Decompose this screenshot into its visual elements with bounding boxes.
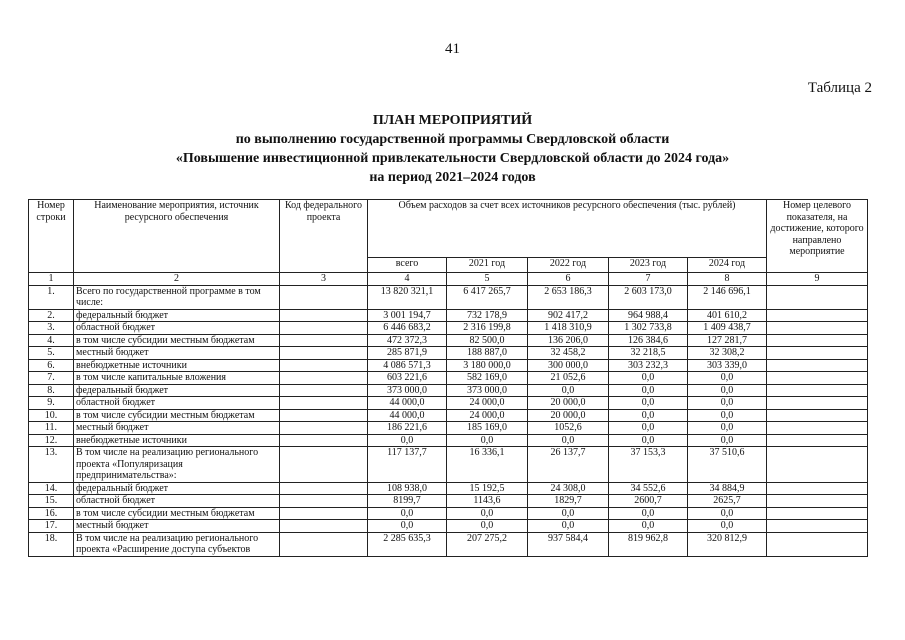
column-index: 7 <box>609 273 688 286</box>
row-code-cell <box>280 285 368 309</box>
row-number-cell: 13. <box>29 447 74 483</box>
row-name-cell: внебюджетные источники <box>74 434 280 447</box>
row-2021-cell: 82 500,0 <box>447 334 528 347</box>
row-total-cell: 0,0 <box>368 507 447 520</box>
row-number-cell: 12. <box>29 434 74 447</box>
row-number-cell: 5. <box>29 347 74 360</box>
row-2024-cell: 303 339,0 <box>688 359 767 372</box>
row-number-cell: 11. <box>29 422 74 435</box>
row-2023-cell: 0,0 <box>609 422 688 435</box>
row-indicator-cell <box>767 334 868 347</box>
row-indicator-cell <box>767 507 868 520</box>
row-2022-cell: 20 000,0 <box>528 397 609 410</box>
title-line-4: на период 2021–2024 годов <box>369 170 536 185</box>
row-indicator-cell <box>767 309 868 322</box>
header-row-number: Номер строки <box>29 200 74 273</box>
row-total-cell: 186 221,6 <box>368 422 447 435</box>
row-2023-cell: 0,0 <box>609 520 688 533</box>
table-row <box>29 482 868 495</box>
row-2021-cell: 185 169,0 <box>447 422 528 435</box>
row-2024-cell: 0,0 <box>688 422 767 435</box>
row-total-cell: 0,0 <box>368 434 447 447</box>
row-code-cell <box>280 422 368 435</box>
row-code-cell <box>280 384 368 397</box>
row-name-cell: Всего по государственной программе в том числе: <box>74 285 280 309</box>
row-total-cell: 108 938,0 <box>368 482 447 495</box>
row-2021-cell: 2 316 199,8 <box>447 322 528 335</box>
row-2023-cell: 1 302 733,8 <box>609 322 688 335</box>
column-index: 3 <box>280 273 368 286</box>
row-2022-cell: 937 584,4 <box>528 532 609 556</box>
row-2022-cell: 0,0 <box>528 507 609 520</box>
row-2021-cell: 188 887,0 <box>447 347 528 360</box>
row-code-cell <box>280 322 368 335</box>
table-row <box>29 422 868 435</box>
row-2023-cell: 37 153,3 <box>609 447 688 483</box>
row-total-cell: 4 086 571,3 <box>368 359 447 372</box>
row-total-cell: 3 001 194,7 <box>368 309 447 322</box>
column-index: 9 <box>767 273 868 286</box>
row-2024-cell: 401 610,2 <box>688 309 767 322</box>
row-2021-cell: 6 417 265,7 <box>447 285 528 309</box>
row-total-cell: 44 000,0 <box>368 409 447 422</box>
row-total-cell: 0,0 <box>368 520 447 533</box>
row-2024-cell: 127 281,7 <box>688 334 767 347</box>
row-number-cell: 3. <box>29 322 74 335</box>
row-2024-cell: 0,0 <box>688 384 767 397</box>
row-number-cell: 4. <box>29 334 74 347</box>
row-code-cell <box>280 482 368 495</box>
row-2024-cell: 0,0 <box>688 520 767 533</box>
row-indicator-cell <box>767 372 868 385</box>
row-2024-cell: 37 510,6 <box>688 447 767 483</box>
title-line-1: ПЛАН МЕРОПРИЯТИЙ <box>372 113 533 128</box>
header-target-indicator: Номер целевого показателя, на достижение, которого направлено мероприятие <box>767 200 868 273</box>
row-2021-cell: 15 192,5 <box>447 482 528 495</box>
column-index: 1 <box>29 273 74 286</box>
row-2023-cell: 964 988,4 <box>609 309 688 322</box>
row-2023-cell: 0,0 <box>609 372 688 385</box>
row-total-cell: 373 000,0 <box>368 384 447 397</box>
row-2023-cell: 2600,7 <box>609 495 688 508</box>
row-number-cell: 18. <box>29 532 74 556</box>
row-2023-cell: 0,0 <box>609 384 688 397</box>
header-2024: 2024 год <box>688 258 767 273</box>
row-name-cell: в том числе субсидии местным бюджетам <box>74 409 280 422</box>
row-2023-cell: 34 552,6 <box>609 482 688 495</box>
header-federal-project-code: Код федерального проекта <box>280 200 368 273</box>
row-2021-cell: 3 180 000,0 <box>447 359 528 372</box>
row-2023-cell: 0,0 <box>609 507 688 520</box>
row-2024-cell: 32 308,2 <box>688 347 767 360</box>
row-indicator-cell <box>767 285 868 309</box>
row-2022-cell: 902 417,2 <box>528 309 609 322</box>
row-2024-cell: 0,0 <box>688 397 767 410</box>
row-total-cell: 8199,7 <box>368 495 447 508</box>
row-2021-cell: 16 336,1 <box>447 447 528 483</box>
row-name-cell: федеральный бюджет <box>74 309 280 322</box>
row-2023-cell: 0,0 <box>609 434 688 447</box>
row-code-cell <box>280 434 368 447</box>
row-2021-cell: 1143,6 <box>447 495 528 508</box>
row-total-cell: 472 372,3 <box>368 334 447 347</box>
row-indicator-cell <box>767 447 868 483</box>
row-name-cell: областной бюджет <box>74 397 280 410</box>
table-row <box>29 397 868 410</box>
row-indicator-cell <box>767 409 868 422</box>
row-number-cell: 8. <box>29 384 74 397</box>
plan-table-body <box>29 285 868 556</box>
row-2024-cell: 0,0 <box>688 507 767 520</box>
table-row <box>29 372 868 385</box>
row-2023-cell: 303 232,3 <box>609 359 688 372</box>
row-total-cell: 2 285 635,3 <box>368 532 447 556</box>
row-code-cell <box>280 447 368 483</box>
header-2021: 2021 год <box>447 258 528 273</box>
table-row <box>29 447 868 483</box>
header-name: Наименование мероприятия, источник ресурсного обеспечения <box>74 200 280 273</box>
row-2021-cell: 0,0 <box>447 520 528 533</box>
row-code-cell <box>280 359 368 372</box>
table-row <box>29 322 868 335</box>
table-row <box>29 409 868 422</box>
row-2022-cell: 1 418 310,9 <box>528 322 609 335</box>
row-2024-cell: 0,0 <box>688 409 767 422</box>
header-2023: 2023 год <box>609 258 688 273</box>
column-index: 5 <box>447 273 528 286</box>
row-2021-cell: 732 178,9 <box>447 309 528 322</box>
row-number-cell: 14. <box>29 482 74 495</box>
row-number-cell: 10. <box>29 409 74 422</box>
row-name-cell: В том числе на реализацию регионального проекта «Расширение доступа субъектов <box>74 532 280 556</box>
row-indicator-cell <box>767 532 868 556</box>
row-indicator-cell <box>767 422 868 435</box>
table-row <box>29 347 868 360</box>
row-code-cell <box>280 372 368 385</box>
row-2024-cell: 2625,7 <box>688 495 767 508</box>
row-2024-cell: 2 146 696,1 <box>688 285 767 309</box>
row-2022-cell: 2 653 186,3 <box>528 285 609 309</box>
row-code-cell <box>280 334 368 347</box>
row-2024-cell: 0,0 <box>688 434 767 447</box>
row-2024-cell: 320 812,9 <box>688 532 767 556</box>
row-name-cell: местный бюджет <box>74 520 280 533</box>
row-indicator-cell <box>767 434 868 447</box>
row-2022-cell: 26 137,7 <box>528 447 609 483</box>
plan-table <box>28 199 868 557</box>
title-line-2: по выполнению государственной программы Свердловской области <box>235 132 670 147</box>
row-2021-cell: 24 000,0 <box>447 409 528 422</box>
column-index: 2 <box>74 273 280 286</box>
row-2022-cell: 0,0 <box>528 520 609 533</box>
row-code-cell <box>280 507 368 520</box>
row-number-cell: 6. <box>29 359 74 372</box>
table-row <box>29 434 868 447</box>
row-2024-cell: 34 884,9 <box>688 482 767 495</box>
row-2022-cell: 1052,6 <box>528 422 609 435</box>
row-2021-cell: 0,0 <box>447 507 528 520</box>
row-2022-cell: 0,0 <box>528 434 609 447</box>
row-total-cell: 6 446 683,2 <box>368 322 447 335</box>
row-code-cell <box>280 532 368 556</box>
column-index: 8 <box>688 273 767 286</box>
table-row <box>29 520 868 533</box>
row-2021-cell: 373 000,0 <box>447 384 528 397</box>
row-number-cell: 15. <box>29 495 74 508</box>
title-line-3: «Повышение инвестиционной привлекательности Свердловской области до 2024 года» <box>175 151 730 166</box>
row-2021-cell: 582 169,0 <box>447 372 528 385</box>
header-2022: 2022 год <box>528 258 609 273</box>
row-2022-cell: 20 000,0 <box>528 409 609 422</box>
row-2021-cell: 207 275,2 <box>447 532 528 556</box>
table-row <box>29 359 868 372</box>
header-total: всего <box>368 258 447 273</box>
row-2022-cell: 32 458,2 <box>528 347 609 360</box>
table-label: Таблица 2 <box>807 80 872 96</box>
row-indicator-cell <box>767 359 868 372</box>
row-name-cell: областной бюджет <box>74 495 280 508</box>
header-expenses: Объем расходов за счет всех источников ресурсного обеспечения (тыс. рублей) <box>368 200 767 258</box>
table-row <box>29 309 868 322</box>
document-title <box>0 111 905 187</box>
row-2023-cell: 0,0 <box>609 409 688 422</box>
row-name-cell: в том числе субсидии местным бюджетам <box>74 334 280 347</box>
row-indicator-cell <box>767 322 868 335</box>
row-indicator-cell <box>767 520 868 533</box>
row-total-cell: 13 820 321,1 <box>368 285 447 309</box>
row-indicator-cell <box>767 347 868 360</box>
row-code-cell <box>280 495 368 508</box>
row-2023-cell: 0,0 <box>609 397 688 410</box>
row-code-cell <box>280 347 368 360</box>
row-2021-cell: 0,0 <box>447 434 528 447</box>
row-2022-cell: 300 000,0 <box>528 359 609 372</box>
row-2022-cell: 136 206,0 <box>528 334 609 347</box>
table-row <box>29 384 868 397</box>
row-2022-cell: 24 308,0 <box>528 482 609 495</box>
row-code-cell <box>280 409 368 422</box>
row-2023-cell: 2 603 173,0 <box>609 285 688 309</box>
row-name-cell: федеральный бюджет <box>74 384 280 397</box>
row-2023-cell: 126 384,6 <box>609 334 688 347</box>
row-indicator-cell <box>767 397 868 410</box>
row-code-cell <box>280 397 368 410</box>
row-total-cell: 44 000,0 <box>368 397 447 410</box>
row-code-cell <box>280 309 368 322</box>
row-2022-cell: 21 052,6 <box>528 372 609 385</box>
row-2023-cell: 32 218,5 <box>609 347 688 360</box>
row-name-cell: внебюджетные источники <box>74 359 280 372</box>
table-row <box>29 495 868 508</box>
row-name-cell: федеральный бюджет <box>74 482 280 495</box>
column-index-row <box>29 273 868 286</box>
row-number-cell: 16. <box>29 507 74 520</box>
row-total-cell: 285 871,9 <box>368 347 447 360</box>
row-total-cell: 117 137,7 <box>368 447 447 483</box>
row-number-cell: 7. <box>29 372 74 385</box>
row-code-cell <box>280 520 368 533</box>
row-name-cell: в том числе капитальные вложения <box>74 372 280 385</box>
row-name-cell: местный бюджет <box>74 422 280 435</box>
page-number: 41 <box>445 41 460 57</box>
row-name-cell: областной бюджет <box>74 322 280 335</box>
row-name-cell: В том числе на реализацию регионального проекта «Популяризация предпринимательства»: <box>74 447 280 483</box>
row-2022-cell: 1829,7 <box>528 495 609 508</box>
row-number-cell: 2. <box>29 309 74 322</box>
row-name-cell: местный бюджет <box>74 347 280 360</box>
row-indicator-cell <box>767 384 868 397</box>
column-index: 4 <box>368 273 447 286</box>
row-number-cell: 9. <box>29 397 74 410</box>
table-row <box>29 507 868 520</box>
row-indicator-cell <box>767 495 868 508</box>
row-2021-cell: 24 000,0 <box>447 397 528 410</box>
table-row <box>29 334 868 347</box>
row-number-cell: 17. <box>29 520 74 533</box>
row-name-cell: в том числе субсидии местным бюджетам <box>74 507 280 520</box>
column-index: 6 <box>528 273 609 286</box>
row-2023-cell: 819 962,8 <box>609 532 688 556</box>
row-total-cell: 603 221,6 <box>368 372 447 385</box>
table-row <box>29 532 868 556</box>
row-number-cell: 1. <box>29 285 74 309</box>
row-indicator-cell <box>767 482 868 495</box>
row-2024-cell: 1 409 438,7 <box>688 322 767 335</box>
row-2024-cell: 0,0 <box>688 372 767 385</box>
table-row <box>29 285 868 309</box>
row-2022-cell: 0,0 <box>528 384 609 397</box>
